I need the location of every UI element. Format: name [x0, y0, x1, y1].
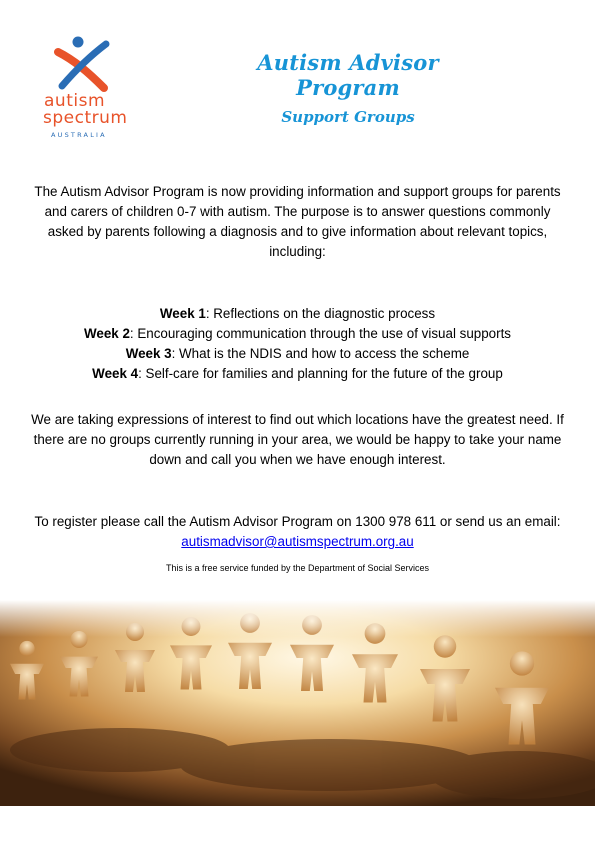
week-text: : Encouraging communication through the use of visual supports — [129, 326, 512, 341]
register-text: To register please call the Autism Advisor Program on 1300 978 611 or send us an email: — [34, 514, 561, 529]
week-label: Week 1 — [159, 306, 206, 321]
page-subtitle: Support Groups — [281, 108, 415, 126]
people-logo-icon — [52, 34, 112, 92]
funding-note: This is a free service funded by the Department of Social Services — [165, 563, 430, 573]
week-text: : Self-care for families and planning for the future of the group — [138, 366, 503, 381]
week-item — [30, 344, 565, 364]
page-title: Autism Advisor Program — [257, 50, 439, 100]
interest-paragraph: We are taking expressions of interest to find out which locations have the greatest need. If there are no groups currently running in your area, we would be happy to take your name down and call you when we have enough interest. — [31, 412, 564, 467]
intro-paragraph: The Autism Advisor Program is now providing information and support groups for parents and carers of children 0-7 with autism. The purpose is to answer questions commonly asked by parents following a diagnosis and to give information about relevant topics, including: — [34, 184, 561, 259]
week-label: Week 2 — [83, 326, 130, 341]
weeks-list — [30, 304, 565, 384]
week-item — [30, 304, 565, 324]
register-paragraph — [30, 512, 565, 552]
week-label: Week 3 — [125, 346, 172, 361]
logo — [40, 34, 130, 144]
email-link[interactable]: autismadvisor@autismspectrum.org.au — [181, 534, 414, 549]
logo-word-spectrum: spectrum — [43, 108, 128, 128]
week-text: : Reflections on the diagnostic process — [205, 306, 436, 321]
paper-chain-people-image — [0, 600, 595, 806]
week-item — [30, 364, 565, 384]
logo-word-autism: autism — [44, 91, 105, 111]
week-item — [30, 324, 565, 344]
week-text: : What is the NDIS and how to access the scheme — [171, 346, 470, 361]
week-label: Week 4 — [92, 366, 139, 381]
logo-word-australia: AUSTRALIA — [51, 131, 107, 139]
